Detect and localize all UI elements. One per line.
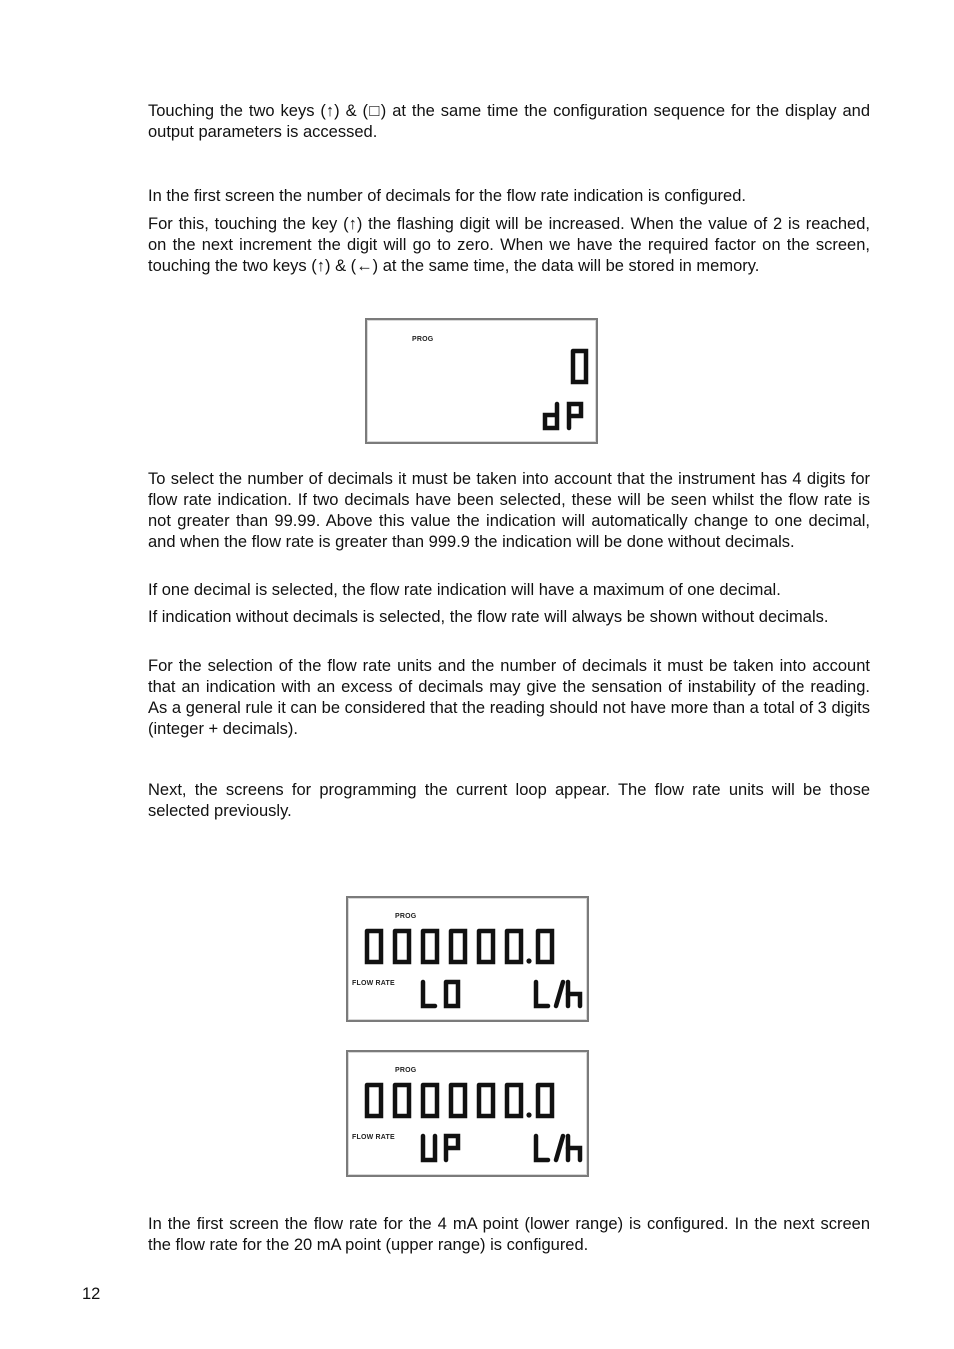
lcd-digits bbox=[348, 1052, 591, 1179]
paragraph-one-decimal: If one decimal is selected, the flow rate indication will have a maximum of one decimal. bbox=[148, 581, 781, 599]
lcd-digits bbox=[348, 898, 591, 1024]
sub-text-lo bbox=[423, 982, 458, 1006]
page-number: 12 bbox=[82, 1285, 101, 1303]
paragraph-current-loop: Next, the screens for programming the current loop appear. The flow rate units will be those selected previously. bbox=[148, 781, 870, 820]
lcd-decimal-point-screen bbox=[365, 318, 598, 444]
sub-text-up bbox=[423, 1136, 458, 1160]
unit-lh bbox=[536, 1136, 580, 1160]
paragraph-units-advice: For the selection of the flow rate units and the number of decimals it must be taken into account that an indication with an excess of decimals may give the sensation of instability of the reading. As a general rule it can be considered that the reading should not have more than a total of 3 digits (integer + decimals). bbox=[148, 657, 870, 738]
paragraph-no-decimals: If indication without decimals is selected, the flow rate will always be shown without decimals. bbox=[148, 608, 829, 626]
unit-lh bbox=[536, 982, 580, 1006]
lcd-upper-range-screen bbox=[346, 1050, 589, 1177]
paragraph-decimals-screen: In the first screen the number of decimals for the flow rate indication is configured. bbox=[148, 187, 746, 205]
main-digit-zero bbox=[573, 351, 586, 382]
main-value-digits bbox=[367, 931, 552, 964]
paragraph-decimals-procedure: For this, touching the key (↑) the flashing digit will be increased. When the value of 2 is reached, on the next increment the digit will go to zero. When we have the required factor on the screen, touching the two keys (↑) & (←) at the same time, the data will be stored in memory. bbox=[148, 215, 870, 275]
paragraph-decimals-explanation: To select the number of decimals it must be taken into account that the instrument has 4 digits for flow rate indication. If two decimals have been selected, these will be seen whilst the flow rate is not greater than 99.99. Above this value the indication will automatically change to one decimal, and when the flow rate is greater than 999.9 the indication will be done without decimals. bbox=[148, 470, 870, 551]
main-value-digits bbox=[367, 1085, 552, 1118]
prog-label: PROG bbox=[412, 336, 434, 343]
prog-label: PROG bbox=[395, 913, 417, 920]
flow-rate-label: FLOW RATE bbox=[352, 980, 395, 987]
prog-label: PROG bbox=[395, 1067, 417, 1074]
lcd-digits bbox=[367, 320, 600, 446]
sub-text-dp bbox=[545, 404, 581, 428]
paragraph-intro: Touching the two keys (↑) & (□) at the same time the configuration sequence for the display and output parameters is accessed. bbox=[148, 102, 870, 141]
lcd-low-range-screen bbox=[346, 896, 589, 1022]
flow-rate-label: FLOW RATE bbox=[352, 1134, 395, 1141]
paragraph-range-points: In the first screen the flow rate for the 4 mA point (lower range) is configured. In the next screen the flow rate for the 20 mA point (upper range) is configured. bbox=[148, 1215, 870, 1254]
